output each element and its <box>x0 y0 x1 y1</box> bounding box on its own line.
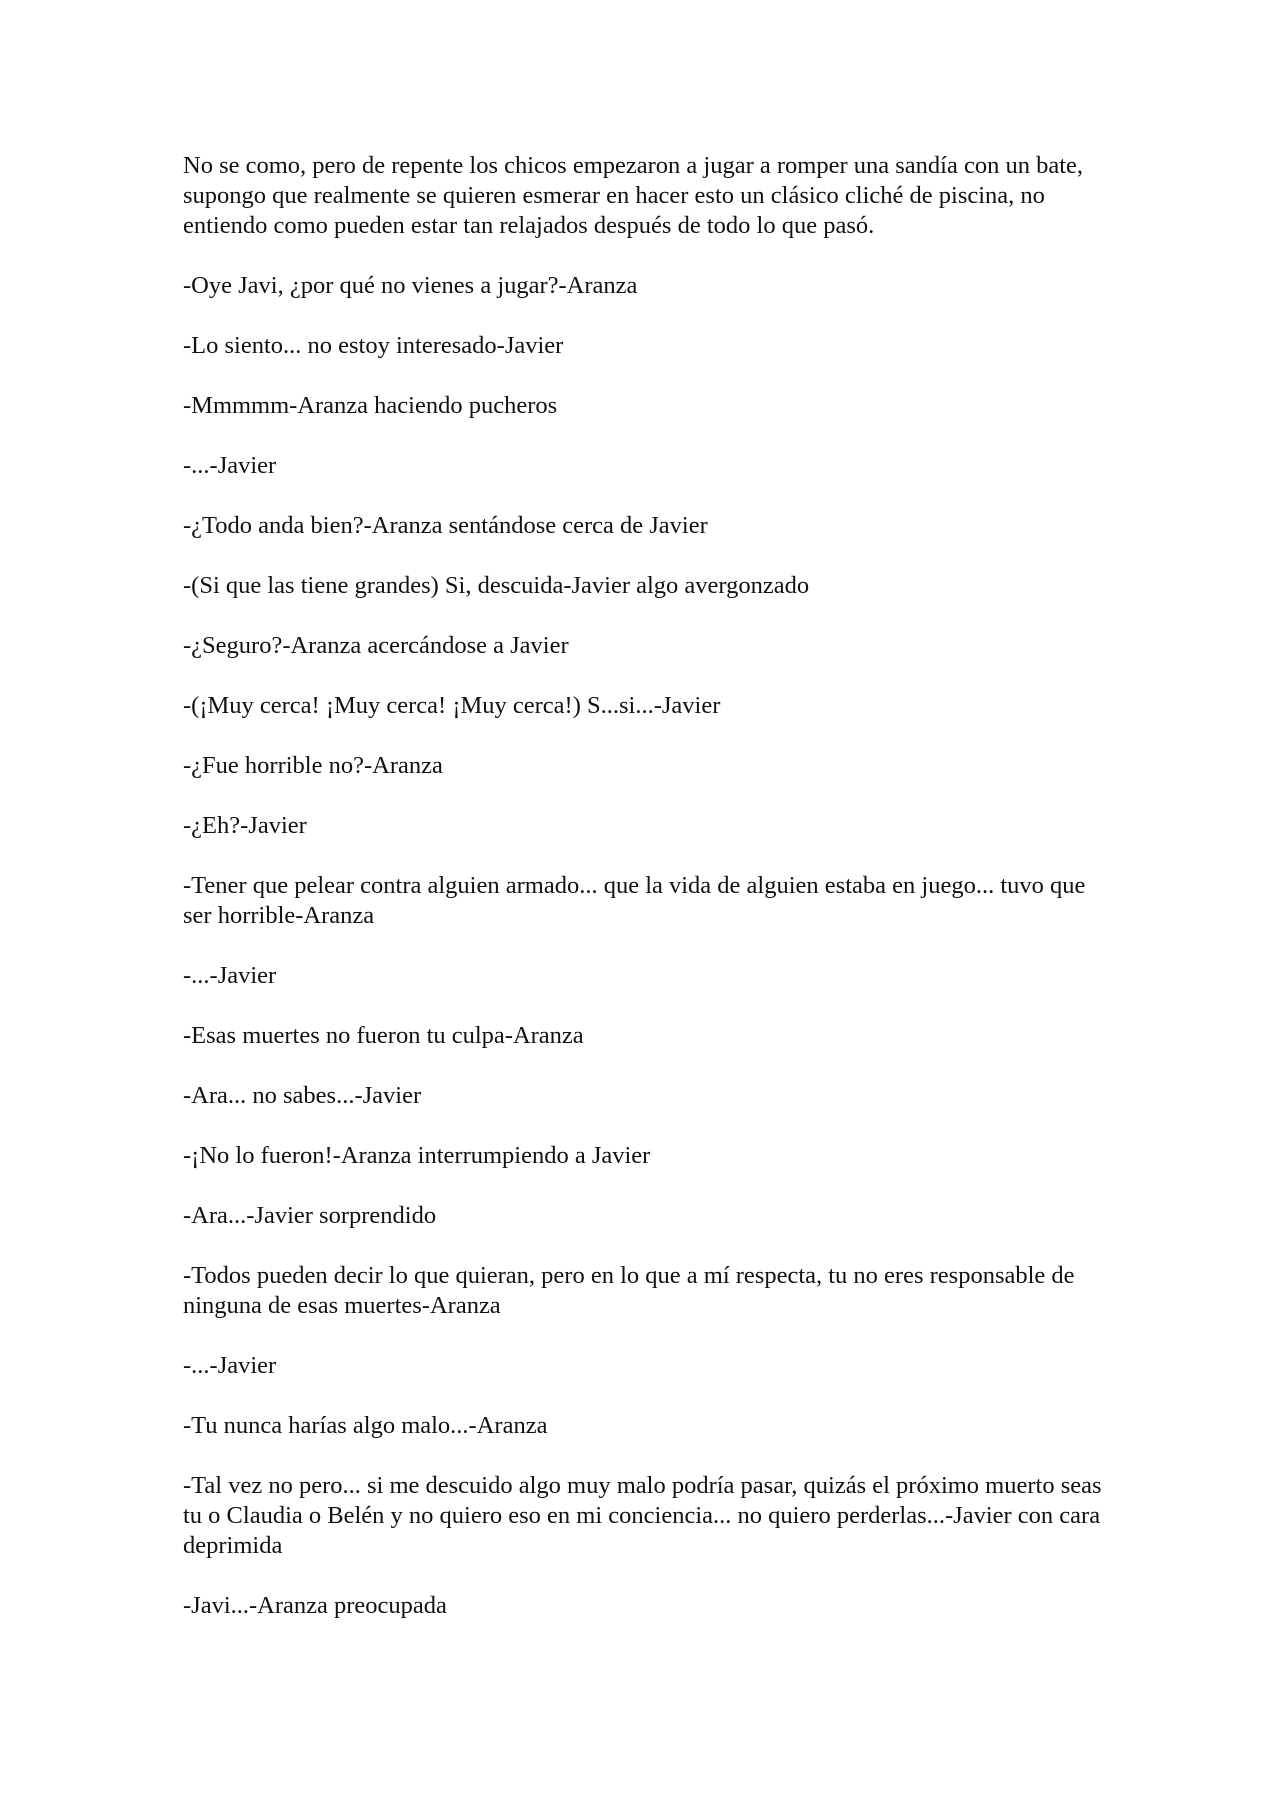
dialogue-line: -Javi...-Aranza preocupada <box>183 1592 447 1619</box>
dialogue-line: -Todos pueden decir lo que quieran, pero en lo que a mí respecta, tu no eres responsable de ninguna de esas muertes-Aranza <box>183 1262 1075 1319</box>
dialogue-line: -Esas muertes no fueron tu culpa-Aranza <box>183 1022 584 1049</box>
dialogue-line: -Tener que pelear contra alguien armado... que la vida de alguien estaba en juego... tuvo que ser horrible-Aranza <box>183 872 1086 929</box>
dialogue-line: -...-Javier <box>183 1352 277 1379</box>
dialogue-line: -¿Eh?-Javier <box>183 812 307 839</box>
story-text <box>183 151 1103 1651</box>
dialogue-line: -...-Javier <box>183 452 277 479</box>
dialogue-line: -¿Seguro?-Aranza acercándose a Javier <box>183 632 569 659</box>
dialogue-line: -Oye Javi, ¿por qué no vienes a jugar?-Aranza <box>183 272 638 299</box>
dialogue-line: -¡No lo fueron!-Aranza interrumpiendo a Javier <box>183 1142 651 1169</box>
dialogue-line: -(¡Muy cerca! ¡Muy cerca! ¡Muy cerca!) S...si...-Javier <box>183 692 721 719</box>
dialogue-line: -Ara... no sabes...-Javier <box>183 1082 422 1109</box>
dialogue-line: -Tu nunca harías algo malo...-Aranza <box>183 1412 548 1439</box>
dialogue-line: -Tal vez no pero... si me descuido algo muy malo podría pasar, quizás el próximo muerto seas tu o Claudia o Belén y no quiero eso en mi conciencia... no quiero perderlas...-Javier con cara deprimida <box>183 1472 1102 1559</box>
dialogue-line: -Lo siento... no estoy interesado-Javier <box>183 332 564 359</box>
dialogue-line: -(Si que las tiene grandes) Si, descuida-Javier algo avergonzado <box>183 572 810 599</box>
dialogue-line: -¿Todo anda bien?-Aranza sentándose cerca de Javier <box>183 512 708 539</box>
dialogue-line: -¿Fue horrible no?-Aranza <box>183 752 443 779</box>
dialogue-line: -Mmmmm-Aranza haciendo pucheros <box>183 392 558 419</box>
narration-paragraph: No se como, pero de repente los chicos empezaron a jugar a romper una sandía con un bate, supongo que realmente se quieren esmerar en hacer esto un clásico cliché de piscina, no entiendo como pueden estar tan relajados después de todo lo que pasó. <box>183 152 1084 239</box>
dialogue-line: -Ara...-Javier sorprendido <box>183 1202 437 1229</box>
dialogue-line: -...-Javier <box>183 962 277 989</box>
